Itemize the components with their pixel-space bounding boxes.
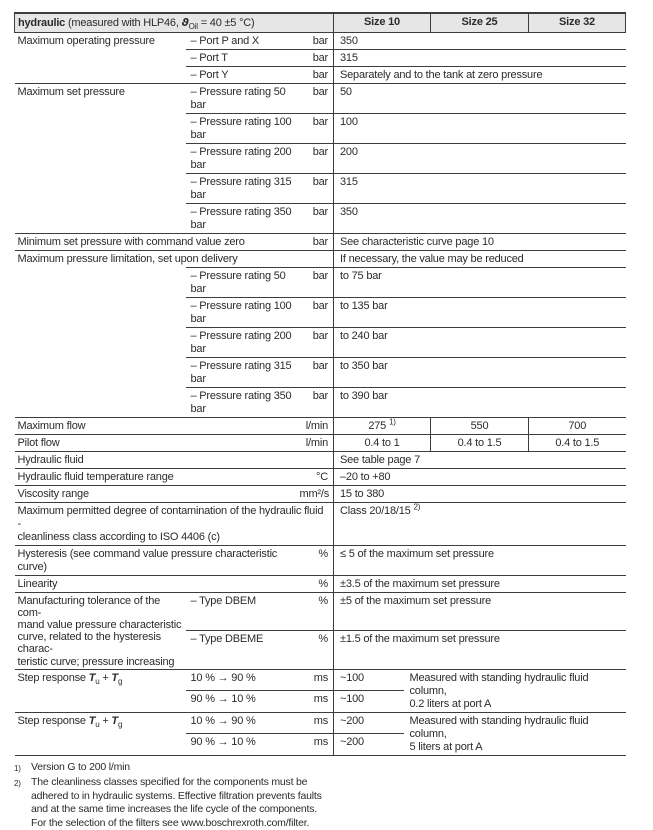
table-row: [15, 32, 626, 49]
row-value-size-10: [334, 417, 431, 434]
t-variable: T: [111, 714, 118, 727]
column-header-size-10: Size 10: [334, 13, 431, 32]
footnote-2-text: [31, 776, 322, 830]
row-sublabel: 90 % → 10 %: [186, 691, 296, 713]
row-unit: bar: [296, 297, 334, 327]
row-sublabel: 10 % → 90 %: [186, 712, 296, 734]
footnote-1-marker: 1): [14, 763, 21, 773]
t-variable: T: [88, 671, 96, 684]
row-unit: bar: [296, 267, 334, 297]
t-subscript: g: [117, 719, 123, 729]
row-unit: bar: [296, 66, 334, 83]
row-unit: bar: [296, 173, 334, 203]
step-label-prefix: Step response: [17, 671, 89, 684]
row-unit: mm²/s: [296, 485, 334, 502]
row-note: [404, 669, 626, 712]
row-unit: bar: [296, 203, 334, 233]
footnote-1-text: [31, 761, 130, 775]
table-row: [15, 468, 626, 485]
t-subscript: g: [117, 676, 123, 686]
label-line: Manufacturing tolerance of the com-: [17, 594, 161, 619]
label-line: curve, related to the hysteresis charac-: [17, 631, 161, 656]
row-unit: bar: [296, 357, 334, 387]
row-value: ±1.5 of the maximum set pressure: [334, 631, 626, 670]
row-value: 200: [334, 143, 626, 173]
table-row: [15, 233, 626, 250]
footnote-line: The cleanliness classes specified for the components must be: [31, 776, 308, 789]
row-value-size-25: 550: [431, 417, 529, 434]
row-value: 15 to 380: [334, 485, 626, 502]
row-label: Maximum pressure limitation, set upon delivery: [15, 250, 296, 267]
table-row: [15, 417, 626, 434]
row-sublabel: – Pressure rating 315 bar: [186, 173, 296, 203]
row-label: [15, 669, 186, 712]
theta-subscript: Oil: [188, 22, 198, 32]
row-unit-empty: [296, 451, 334, 468]
row-unit-empty: [296, 250, 334, 267]
row-label: Maximum operating pressure: [17, 34, 155, 47]
row-unit: bar: [296, 387, 334, 417]
table-row: [15, 545, 626, 575]
row-value: ±5 of the maximum set pressure: [334, 592, 626, 631]
row-sublabel: – Pressure rating 50 bar: [186, 267, 296, 297]
row-sublabel: – Pressure rating 200 bar: [186, 327, 296, 357]
row-value: to 75 bar: [334, 267, 626, 297]
spec-table: [14, 12, 626, 756]
row-value: 315: [334, 173, 626, 203]
row-value: ~200: [334, 712, 404, 734]
note-line: 5 liters at port A: [409, 740, 483, 753]
row-unit: bar: [296, 49, 334, 66]
footnote-2-marker: 2): [14, 779, 21, 789]
row-sublabel: – Type DBEM: [186, 592, 296, 631]
row-sublabel: – Port T: [186, 49, 296, 66]
row-value: to 240 bar: [334, 327, 626, 357]
row-value: 50: [334, 83, 626, 113]
row-value-size-32: 700: [529, 417, 626, 434]
row-label: Pilot flow: [15, 434, 296, 451]
row-sublabel: – Port P and X: [190, 34, 260, 47]
row-unit: %: [296, 631, 334, 670]
row-value-size-10: 0.4 to 1: [334, 434, 431, 451]
row-value-size-25: 0.4 to 1.5: [431, 434, 529, 451]
row-sublabel: – Pressure rating 200 bar: [186, 143, 296, 173]
row-unit: l/min: [296, 434, 334, 451]
footnotes: [14, 761, 625, 830]
theta-symbol: ϑ: [181, 16, 189, 29]
label-line: cleanliness class according to ISO 4406 (c): [17, 530, 220, 543]
table-row: [15, 267, 626, 297]
table-row: [15, 250, 626, 267]
row-sublabel: – Pressure rating 50 bar: [186, 83, 296, 113]
footnote-line: Version G to 200 l/min: [31, 760, 130, 773]
row-label: Linearity: [15, 575, 296, 592]
row-unit: bar: [312, 34, 328, 47]
row-sublabel: – Pressure rating 100 bar: [186, 297, 296, 327]
row-value: to 390 bar: [334, 387, 626, 417]
row-value: ~100: [334, 691, 404, 713]
row-value: See characteristic curve page 10: [334, 233, 626, 250]
row-unit: %: [296, 575, 334, 592]
footnote-line: adhered to in hydraulic systems. Effective filtration prevents faults: [31, 789, 322, 802]
row-label: [15, 712, 186, 755]
table-row: [15, 712, 626, 734]
label-line: Maximum permitted degree of contamination of the hydraulic fluid -: [17, 504, 324, 530]
row-label: Viscosity range: [15, 485, 296, 502]
row-sublabel: 90 % → 10 %: [186, 734, 296, 756]
row-value: ±3.5 of the maximum set pressure: [334, 575, 626, 592]
table-row: [15, 575, 626, 592]
row-value: [334, 502, 626, 545]
step-label-prefix: Step response: [17, 714, 89, 727]
row-label: Hydraulic fluid: [15, 451, 296, 468]
row-value: to 135 bar: [334, 297, 626, 327]
row-note: [404, 712, 626, 755]
row-unit: ms: [296, 691, 334, 713]
row-label: [15, 502, 334, 545]
row-sublabel: – Pressure rating 315 bar: [186, 357, 296, 387]
label-line: mand value pressure characteristic: [17, 618, 182, 631]
row-value: to 350 bar: [334, 357, 626, 387]
table-row: [15, 592, 626, 631]
row-value: ~100: [334, 669, 404, 691]
row-label-empty: [15, 267, 186, 417]
table-row: [15, 485, 626, 502]
row-value: –20 to +80: [334, 468, 626, 485]
row-unit: ms: [296, 669, 334, 691]
row-sublabel: – Type DBEME: [186, 631, 296, 670]
row-unit: %: [296, 545, 334, 575]
row-unit: bar: [296, 113, 334, 143]
row-value: Separately and to the tank at zero pressure: [334, 66, 626, 83]
plus-sign: +: [99, 671, 112, 684]
note-line: Measured with standing hydraulic fluid column,: [409, 714, 589, 740]
label-line: teristic curve; pressure increasing: [17, 655, 175, 668]
note-line: 0.2 liters at port A: [409, 697, 492, 710]
row-unit: ms: [296, 712, 334, 734]
t-subscript: u: [95, 676, 100, 686]
row-label: Maximum flow: [15, 417, 296, 434]
title-text-end: = 40 ±5 °C): [197, 17, 255, 29]
title-bold: hydraulic: [18, 17, 66, 29]
row-unit: ms: [296, 734, 334, 756]
row-value: 315: [334, 49, 626, 66]
row-sublabel: – Pressure rating 350 bar: [186, 387, 296, 417]
row-sublabel: – Pressure rating 350 bar: [186, 203, 296, 233]
table-row: [15, 451, 626, 468]
row-value: ≤ 5 of the maximum set pressure: [334, 545, 626, 575]
row-value-size-32: 0.4 to 1.5: [529, 434, 626, 451]
row-value: 350: [334, 203, 626, 233]
row-label: Minimum set pressure with command value zero: [15, 233, 296, 250]
t-variable: T: [111, 671, 118, 684]
table-row: [15, 669, 626, 691]
row-label: Hysteresis (see command value pressure characteristic curve): [15, 545, 296, 575]
footnote-ref-1: 1): [388, 416, 396, 426]
t-subscript: u: [95, 719, 100, 729]
row-label: Maximum set pressure: [15, 83, 186, 233]
table-title: [15, 13, 334, 32]
column-header-size-25: Size 25: [431, 13, 529, 32]
row-value: If necessary, the value may be reduced: [334, 250, 626, 267]
plus-sign: +: [99, 714, 112, 727]
row-unit: bar: [296, 233, 334, 250]
row-value: ~200: [334, 734, 404, 756]
footnote-1: [14, 761, 625, 776]
row-unit: %: [296, 592, 334, 631]
row-value: 350: [334, 32, 626, 49]
column-header-size-32: Size 32: [529, 13, 626, 32]
flow-value: 275: [368, 419, 387, 432]
row-value: See table page 7: [334, 451, 626, 468]
row-sublabel: – Pressure rating 100 bar: [186, 113, 296, 143]
row-unit: bar: [296, 83, 334, 113]
contamination-class: Class 20/18/15: [340, 504, 411, 517]
table-row: [15, 434, 626, 451]
note-line: Measured with standing hydraulic fluid column,: [409, 671, 589, 697]
row-unit: °C: [296, 468, 334, 485]
row-label: [15, 592, 186, 669]
footnote-ref-2: 2): [413, 501, 421, 511]
footnote-line: For the selection of the filters see www.boschrexroth.com/filter.: [31, 816, 310, 829]
row-label: Hydraulic fluid temperature range: [15, 468, 296, 485]
row-sublabel: – Port Y: [186, 66, 296, 83]
title-text: (measured with HLP46,: [65, 17, 182, 29]
row-value: 100: [334, 113, 626, 143]
row-unit: bar: [296, 143, 334, 173]
t-variable: T: [88, 714, 96, 727]
footnote-line: and at the same time increases the life cycle of the components.: [31, 803, 318, 816]
row-unit: bar: [296, 327, 334, 357]
table-row: [15, 83, 626, 113]
table-row: [15, 502, 626, 545]
row-sublabel: 10 % → 90 %: [186, 669, 296, 691]
row-unit: l/min: [296, 417, 334, 434]
table-header-row: [15, 13, 626, 32]
footnote-2: [14, 776, 625, 830]
